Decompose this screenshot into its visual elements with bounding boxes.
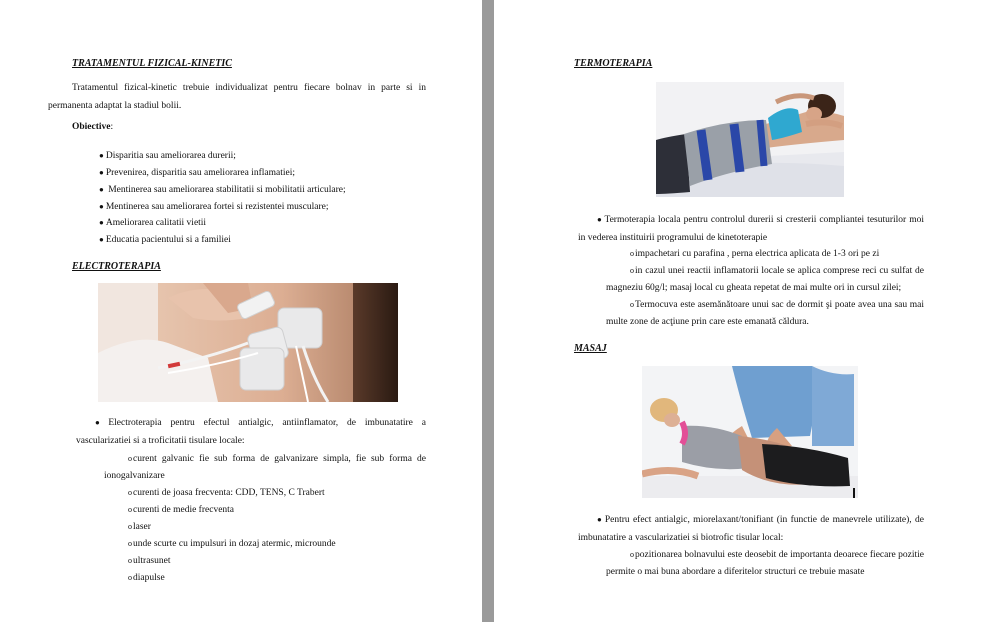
circle-bullet-icon: o — [128, 454, 132, 463]
heading-masaj: MASAJ — [574, 343, 607, 354]
objective-item: ● Ameliorarea calitatii vietii — [99, 218, 207, 228]
massage-photo — [642, 366, 858, 498]
circle-bullet-icon: o — [630, 300, 634, 309]
objective-item: ● Mentinerea sau ameliorarea stabilitatii si mobilitatii articulare; — [99, 185, 346, 195]
document-page-right — [494, 0, 982, 622]
heading-termoterapia: TERMOTERAPIA — [574, 58, 653, 69]
circle-bullet-icon: o — [630, 550, 634, 559]
electro-item: odiapulse — [128, 573, 165, 583]
termo-item: oin cazul unei reactii inflamatorii locale se aplica comprese reci cu sulfat de magneziu 60g/l; masaj local cu gheata repetat de mai multe ori in cursul zilei; — [606, 266, 924, 293]
circle-bullet-icon: o — [128, 573, 132, 582]
objective-item: ● Mentinerea sau ameliorarea fortei si rezistentei musculare; — [99, 202, 329, 212]
objective-item: ● Disparitia sau ameliorarea durerii; — [99, 151, 236, 161]
electro-item: oultrasunet — [128, 556, 171, 566]
termo-item: oTermocuva este asemănătoare unui sac de dormit şi poate avea una sau mai multe zone de acţiune prin care este emanată căldura. — [606, 300, 924, 327]
bullet-icon: ● — [597, 515, 603, 524]
circle-bullet-icon: o — [128, 488, 132, 497]
termo-item: oimpachetari cu parafina , perna electrica aplicata de 1-3 ori pe zi — [630, 249, 880, 259]
electro-item: ocurent galvanic fie sub forma de galvanizare simpla, fie sub forma de ionogalvanizare — [104, 454, 426, 481]
termo-paragraph: ● Termoterapia locala pentru controlul durerii si cresterii compliantei tesuturilor moi in vederea instituirii programului de kinetoterapie — [578, 215, 924, 243]
masaj-item: opozitionarea bolnavului este deosebit de importanta deoarece fiecare pozitie permite o mai buna abordare a diferitelor structuri ce trebuie masate — [606, 550, 924, 577]
circle-bullet-icon: o — [630, 266, 634, 275]
objective-item: ● Educatia pacientului si a familiei — [99, 235, 231, 245]
objective-item: ● Prevenirea, disparitia sau ameliorarea inflamatiei; — [99, 168, 295, 178]
objectives-label: Obiective: — [72, 122, 114, 132]
bullet-icon: ● — [99, 235, 104, 244]
circle-bullet-icon: o — [128, 522, 132, 531]
electro-item: ounde scurte cu impulsuri in dozaj atermic, microunde — [128, 539, 336, 549]
document-page-left — [0, 0, 482, 622]
bullet-icon: ● — [597, 215, 603, 224]
bullet-icon: ● — [99, 151, 104, 160]
electro-paragraph: ● Electroterapia pentru efectul antialgic, antiinflamator, de imbunatatire a vascularizatiei si a troficitatii tisulare locale: — [76, 418, 426, 446]
page-gutter — [482, 0, 494, 622]
heading-electroterapia: ELECTROTERAPIA — [72, 261, 161, 272]
circle-bullet-icon: o — [128, 556, 132, 565]
bullet-icon: ● — [99, 202, 104, 211]
bullet-icon: ● — [99, 218, 104, 227]
bullet-icon: ● — [95, 418, 107, 427]
heading-tratament: TRATAMENTUL FIZICAL-KINETIC — [72, 58, 232, 69]
electro-item: olaser — [128, 522, 151, 532]
intro-paragraph: Tratamentul fizical-kinetic trebuie individualizat pentru fiecare bolnav in parte si in permanenta adaptat la stadiul bolii. — [48, 83, 426, 111]
electrotherapy-photo — [98, 283, 398, 402]
electro-item: ocurenti de medie frecventa — [128, 505, 235, 515]
circle-bullet-icon: o — [128, 505, 132, 514]
electro-item: ocurenti de joasa frecventa: CDD, TENS, C Trabert — [128, 488, 325, 498]
circle-bullet-icon: o — [128, 539, 132, 548]
masaj-paragraph: ● Pentru efect antialgic, miorelaxant/tonifiant (in functie de manevrele utilizate), de imbunatatire a vascularizatiei si biotrofic tisular local: — [578, 515, 924, 543]
circle-bullet-icon: o — [630, 249, 634, 258]
bullet-icon: ● — [99, 168, 104, 177]
bullet-icon: ● — [99, 185, 104, 194]
thermotherapy-photo — [656, 82, 844, 197]
